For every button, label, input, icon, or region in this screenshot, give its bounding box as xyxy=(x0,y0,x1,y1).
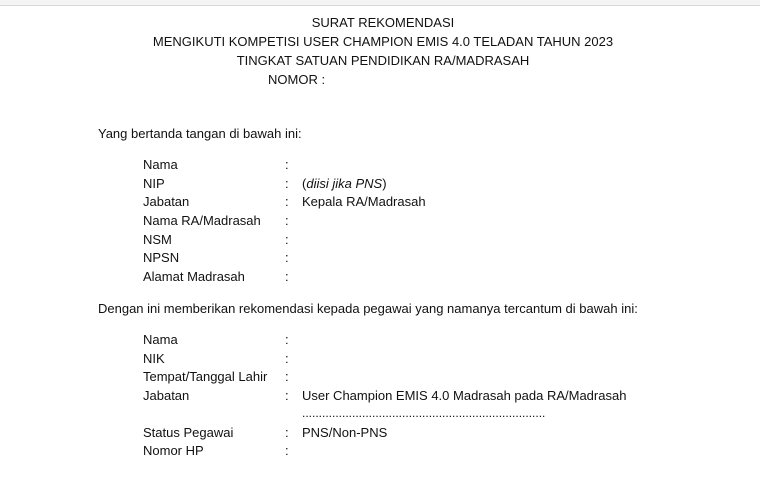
field-row-nama xyxy=(143,331,703,350)
field-colon: : xyxy=(285,157,289,172)
field-value: PNS/Non-PNS xyxy=(302,424,388,440)
field-colon: : xyxy=(285,231,289,247)
letter-level: TINGKAT SATUAN PENDIDIKAN RA/MADRASAH xyxy=(236,53,530,68)
field-label: Status Pegawai xyxy=(143,424,234,440)
field-row-nip xyxy=(143,175,703,194)
field-row-nama-madrasah xyxy=(143,212,703,231)
field-colon: : xyxy=(285,250,289,266)
field-label: Jabatan xyxy=(143,388,190,404)
field-value: User Champion EMIS 4.0 Madrasah pada RA/Madrasah xyxy=(302,388,627,404)
madrasah-name-blank-dots: ......................................................................... xyxy=(302,405,546,420)
field-label: NSM xyxy=(143,231,172,247)
field-colon: : xyxy=(285,213,289,229)
field-colon: : xyxy=(285,175,289,191)
field-label: NIP xyxy=(143,175,165,191)
paren-close: ) xyxy=(382,175,387,191)
field-colon: : xyxy=(285,424,289,440)
employee-fields xyxy=(143,331,703,461)
signatory-fields xyxy=(143,156,703,287)
letter-number xyxy=(0,70,760,89)
letter-number-label: NOMOR : xyxy=(268,72,326,87)
field-colon: : xyxy=(285,332,289,347)
field-row-jabatan xyxy=(143,387,703,406)
field-label: Nama xyxy=(143,332,178,347)
field-row-npsn xyxy=(143,249,703,268)
nip-hint: diisi jika PNS xyxy=(306,175,383,191)
field-colon: : xyxy=(285,194,289,210)
field-colon: : xyxy=(285,269,289,285)
field-row-nik xyxy=(143,350,703,369)
field-colon: : xyxy=(285,350,289,366)
field-row-nama xyxy=(143,156,703,175)
letter-subtitle: MENGIKUTI KOMPETISI USER CHAMPION EMIS 4.0 TELADAN TAHUN 2023 xyxy=(152,34,614,49)
paren-open: ( xyxy=(302,175,307,191)
recommendation-intro: Dengan ini memberikan rekomendasi kepada pegawai yang namanya tercantum di bawah ini: xyxy=(98,301,638,316)
field-label: Nama RA/Madrasah xyxy=(143,213,261,229)
field-row-status-pegawai xyxy=(143,424,703,443)
field-label: NIK xyxy=(143,350,165,366)
field-label: NPSN xyxy=(143,250,180,266)
field-colon: : xyxy=(285,369,289,385)
field-label: Nama xyxy=(143,157,178,172)
field-value: Kepala RA/Madrasah xyxy=(302,194,426,210)
letter-header xyxy=(0,13,760,89)
field-value xyxy=(302,175,387,194)
field-label: Jabatan xyxy=(143,194,190,210)
field-row-nomor-hp xyxy=(143,442,703,461)
field-label: Tempat/Tanggal Lahir xyxy=(143,369,268,385)
signatory-intro: Yang bertanda tangan di bawah ini: xyxy=(98,126,302,141)
field-colon: : xyxy=(285,388,289,404)
field-colon: : xyxy=(285,443,289,459)
field-row-alamat xyxy=(143,268,703,287)
field-row-tempat-tanggal-lahir xyxy=(143,368,703,387)
page-top-edge xyxy=(0,0,760,6)
letter-title: SURAT REKOMENDASI xyxy=(311,15,455,30)
field-row-nsm xyxy=(143,231,703,250)
field-row-jabatan xyxy=(143,193,703,212)
field-label: Alamat Madrasah xyxy=(143,269,245,285)
field-label: Nomor HP xyxy=(143,443,204,459)
